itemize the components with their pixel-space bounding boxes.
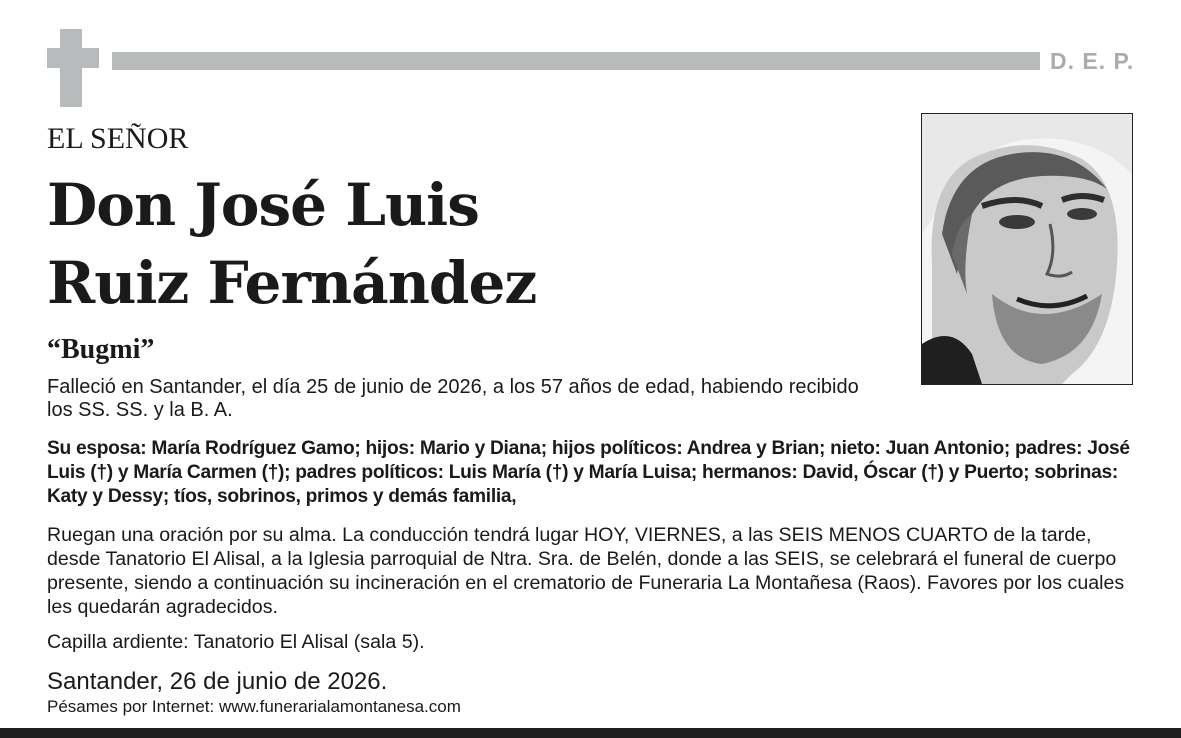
deceased-name-line2: Ruiz Fernández: [47, 249, 537, 317]
family-list: Su esposa: María Rodríguez Gamo; hijos: Mario y Diana; hijos políticos: Andrea y Brian; nieto: Juan Antonio; padres: José Luis (†) y María Carmen (†); padres políticos: Luis María (†) y María Luisa; hermanos: David, Óscar (†) y Puerto; sobrinas: Katy y Dessy; tíos, sobrinos, primos y demás familia,: [47, 438, 1130, 507]
title-prefix: EL SEÑOR: [47, 122, 189, 155]
latin-cross-icon: [60, 29, 82, 107]
nickname: “Bugmi”: [47, 334, 155, 365]
latin-cross-icon-arm: [47, 48, 99, 68]
rip-label: D. E. P.: [1050, 48, 1135, 74]
portrait-photo-drawing: [922, 114, 1132, 384]
death-notice: Falleció en Santander, el día 25 de junio de 2026, a los 57 años de edad, habiendo recibido los SS. SS. y la B. A.: [47, 376, 859, 421]
deceased-name: [47, 166, 907, 322]
funeral-details: Ruegan una oración por su alma. La conducción tendrá lugar HOY, VIERNES, a las SEIS MENOS CUARTO de la tarde, desde Tanatorio El Alisal, a la Iglesia parroquial de Ntra. Sra. de Belén, donde a las SEIS, se celebrará el funeral de cuerpo presente, siendo a continuación su incineración en el crematorio de Funeraria La Montañesa (Raos). Favores por los cuales les quedarán agradecidos.: [47, 524, 1125, 618]
header-rule: [112, 52, 1040, 70]
chapel-info: Capilla ardiente: Tanatorio El Alisal (sala 5).: [47, 631, 425, 653]
condolences-link[interactable]: Pésames por Internet: www.funerarialamontanesa.com: [47, 697, 461, 716]
deceased-name-line1: Don José Luis: [47, 171, 479, 239]
footer-rule: [0, 728, 1181, 738]
portrait-photo: [921, 113, 1133, 385]
place-date: Santander, 26 de junio de 2026.: [47, 668, 388, 695]
